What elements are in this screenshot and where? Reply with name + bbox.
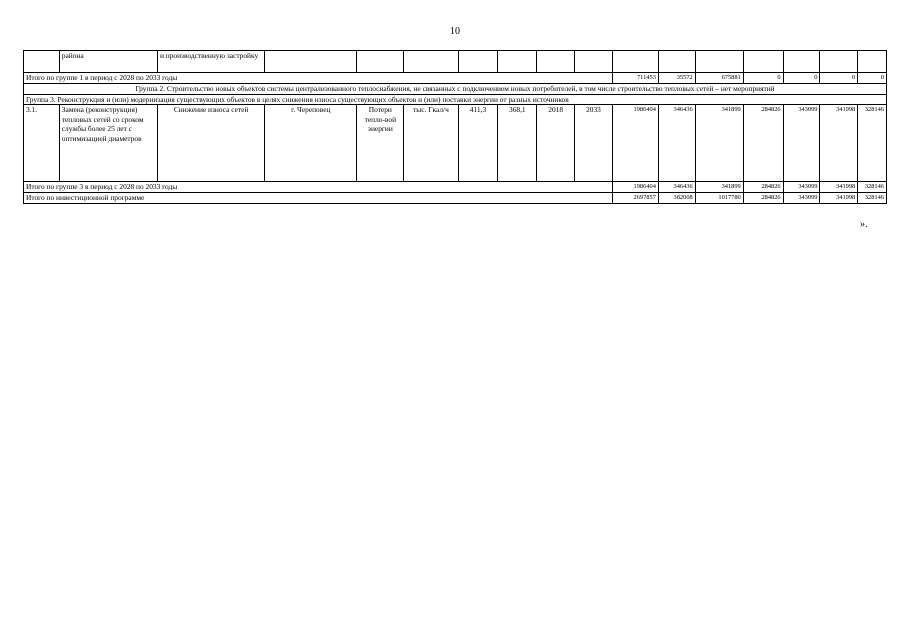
value-before: 411,3 (458, 105, 498, 182)
cost-value: 341899 (695, 105, 743, 182)
total-value: 343099 (783, 193, 820, 204)
measure-name: Замена (реконструкция) тепловых сетей со сроком службы более 25 лет с оптимизацией диаметров (59, 105, 157, 182)
investment-program-table (23, 50, 887, 204)
group3-header: Группа 3. Реконструкция и (или) модернизация существующих объектов в целях снижения износа существующих объектов и (или) поставки энергии от разных источников (24, 94, 887, 105)
measure-location: г. Череповец (265, 105, 357, 182)
total-value: 284826 (743, 182, 783, 193)
row-number: 3.1. (24, 105, 60, 182)
measure-goal: Снижение износа сетей (157, 105, 264, 182)
cost-value: 346436 (658, 105, 695, 182)
group3-total-label: Итого по группе 3 в период с 2028 по 2033 годы (24, 182, 613, 193)
indicator-name: Потери тепло-вой энергии (357, 105, 404, 182)
cost-value: 343099 (783, 105, 820, 182)
group3-total-row (24, 182, 887, 193)
total-value: 0 (858, 73, 887, 84)
total-value: 2697857 (612, 193, 658, 204)
total-value: 346436 (658, 182, 695, 193)
group2-header: Группа 2. Строительство новых объектов системы централизованного теплоснабжения, не связанных с подключением новых потребителей, в том числе строительство тепловых сетей – нет мероприятий (24, 84, 887, 95)
total-value: 341998 (820, 193, 858, 204)
table-row-continuation (24, 51, 887, 73)
total-value: 1017780 (695, 193, 743, 204)
district-cell: района (59, 51, 157, 73)
cost-value: 284826 (743, 105, 783, 182)
indicator-unit: тыс. Гкал/ч (404, 105, 458, 182)
group1-total-row (24, 73, 887, 84)
program-total-label: Итого по инвестиционной программе (24, 193, 613, 204)
year-end: 2033 (575, 105, 613, 182)
total-value: 675881 (695, 73, 743, 84)
cost-value: 1986404 (612, 105, 658, 182)
total-value: 382008 (658, 193, 695, 204)
total-value: 35572 (658, 73, 695, 84)
group2-header-row (24, 84, 887, 95)
purpose-cell: и производственную застройку (157, 51, 264, 73)
cost-value: 328146 (858, 105, 887, 182)
total-value: 328146 (858, 193, 887, 204)
program-total-row (24, 193, 887, 204)
table-row-3-1 (24, 105, 887, 182)
closing-quote-mark: ». (860, 219, 868, 230)
cost-value: 341998 (820, 105, 858, 182)
total-value: 343099 (783, 182, 820, 193)
total-value: 1986404 (612, 182, 658, 193)
total-value: 0 (783, 73, 820, 84)
page-number: 10 (450, 26, 460, 37)
year-start: 2018 (537, 105, 575, 182)
total-value: 341899 (695, 182, 743, 193)
total-value: 711453 (612, 73, 658, 84)
total-value: 0 (820, 73, 858, 84)
total-value: 341998 (820, 182, 858, 193)
group1-total-label: Итого по группе 1 в период с 2028 по 2033 годы (24, 73, 613, 84)
total-value: 0 (743, 73, 783, 84)
total-value: 284826 (743, 193, 783, 204)
value-after: 368,1 (498, 105, 537, 182)
total-value: 328146 (858, 182, 887, 193)
group3-header-row (24, 94, 887, 105)
